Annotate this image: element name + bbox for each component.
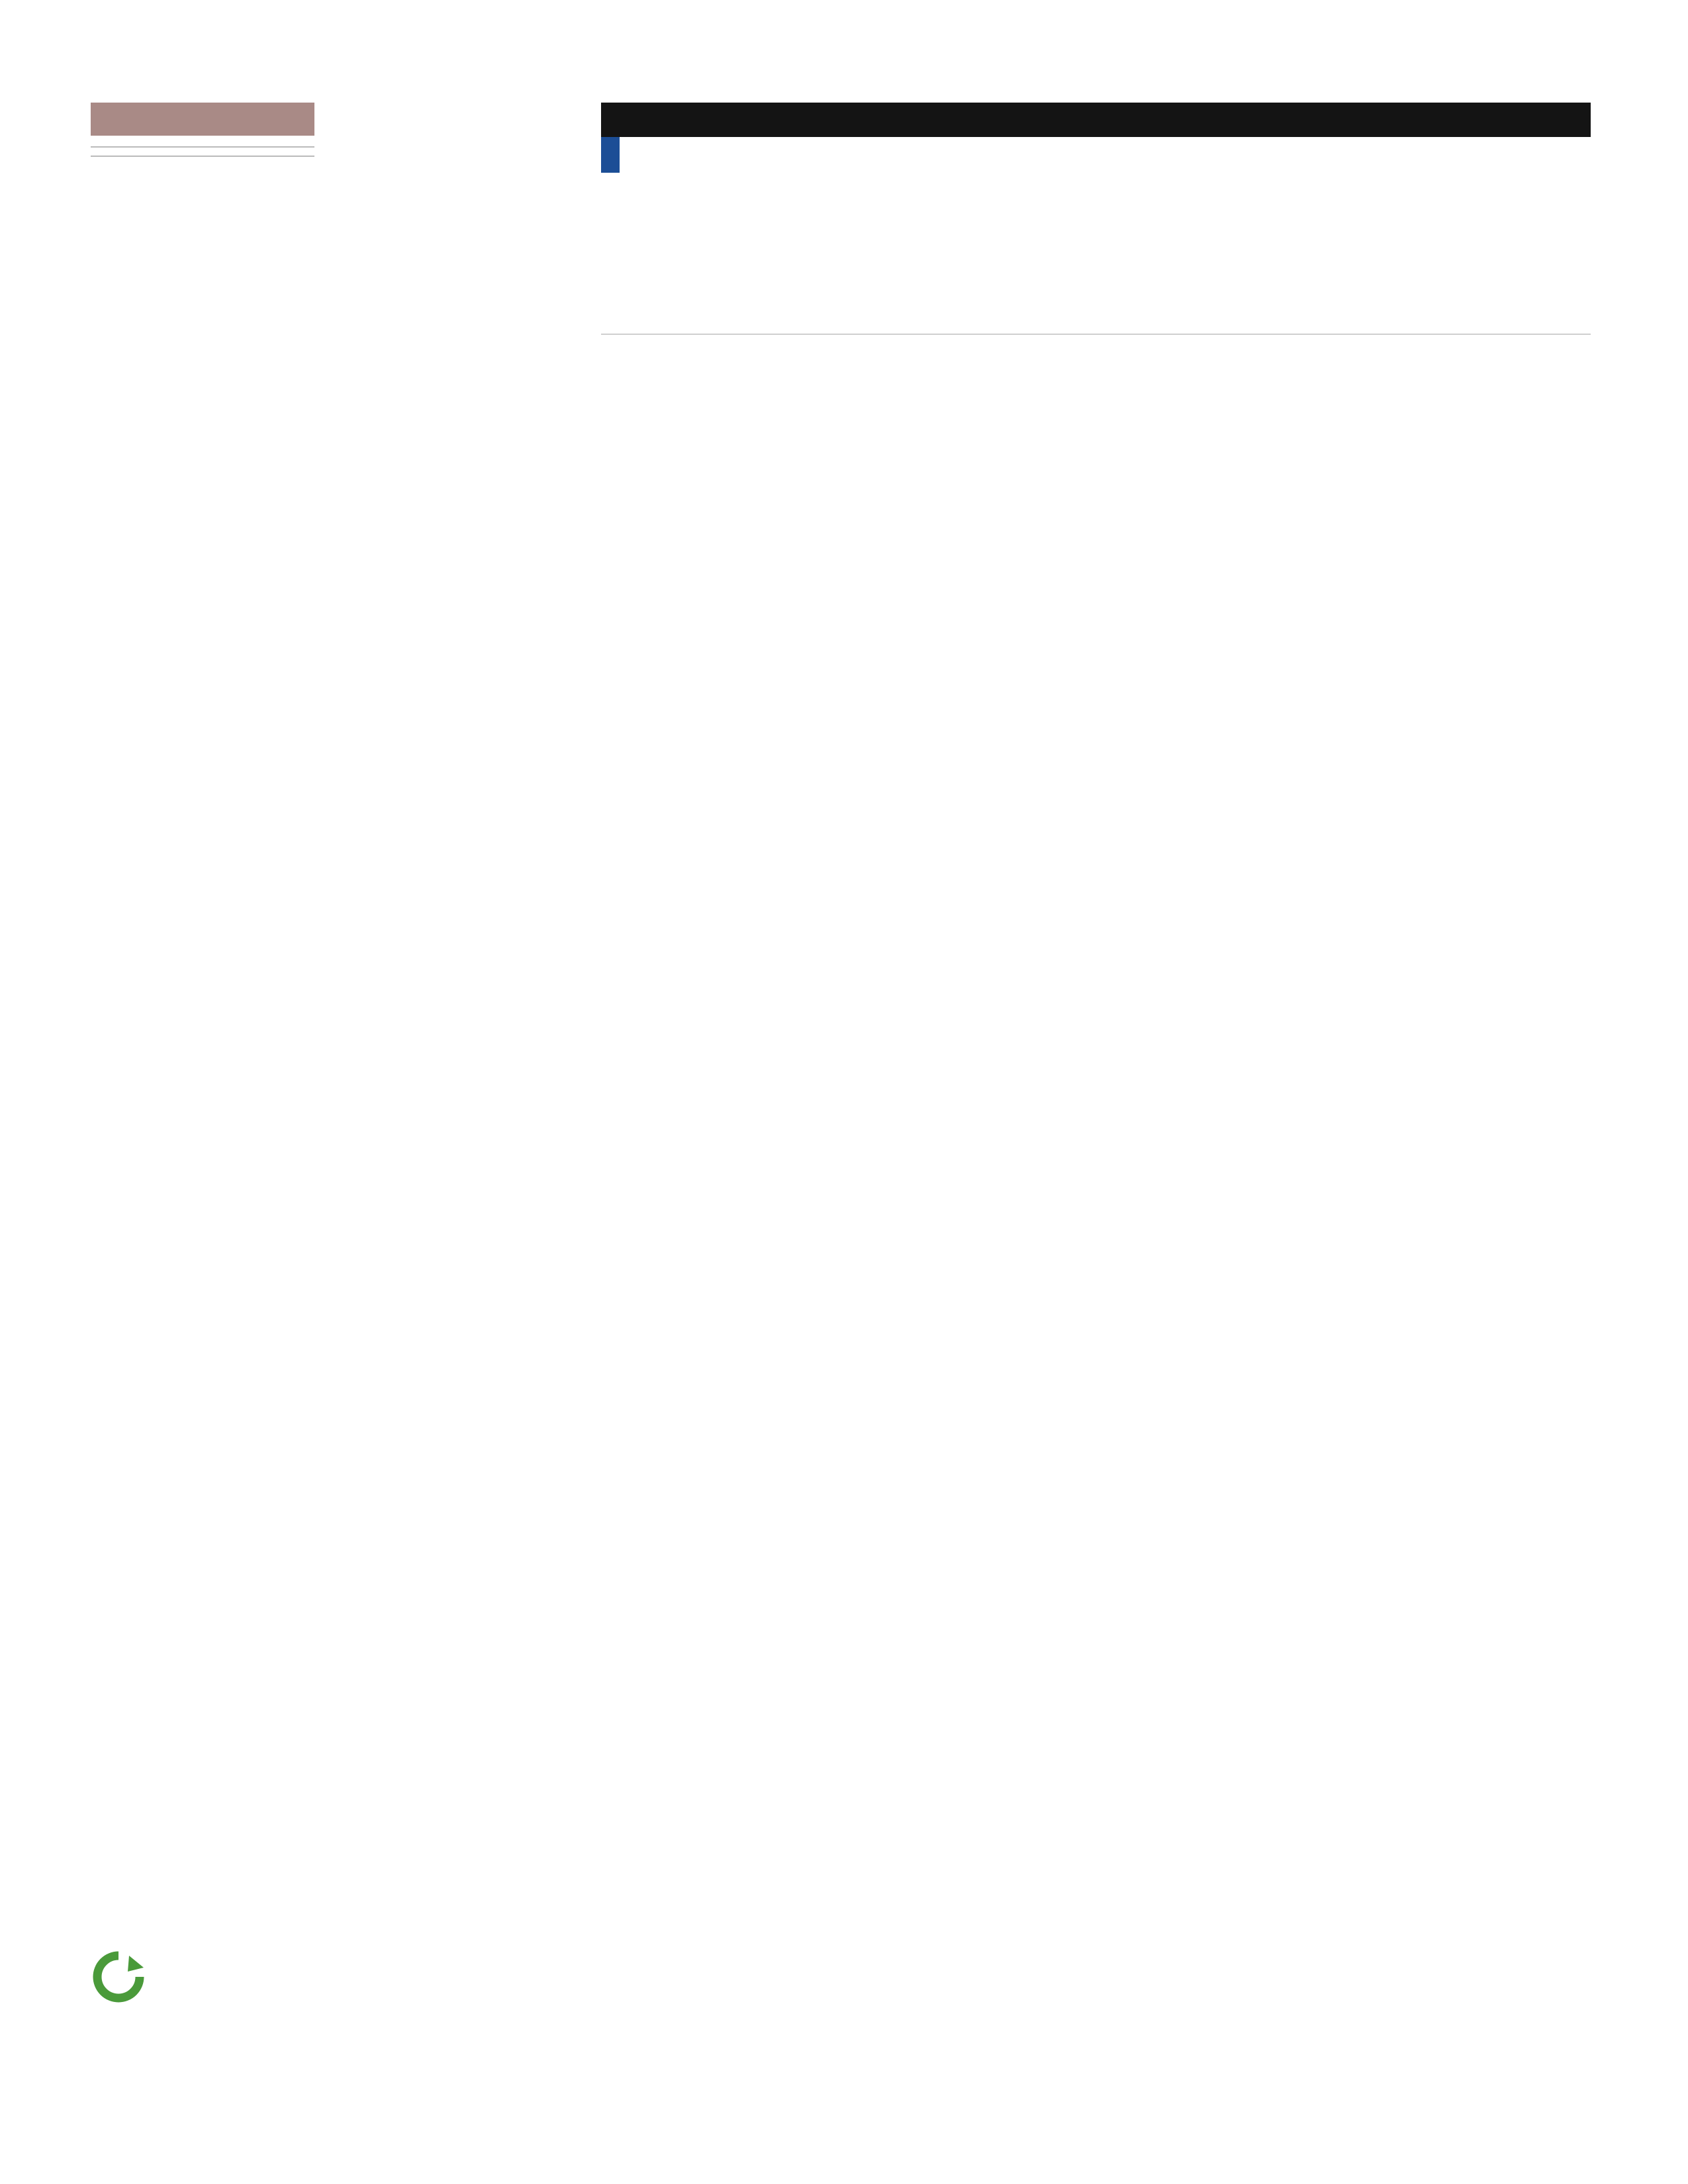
recycle-icon — [91, 1949, 146, 2005]
staff-list — [91, 148, 314, 150]
recycle-notice — [91, 1949, 329, 2022]
masthead-sidebar — [91, 103, 314, 161]
top-black-bar — [601, 103, 1591, 137]
publisher-name — [91, 136, 314, 148]
masthead-color-bar — [91, 103, 314, 136]
web-staff-list — [91, 156, 314, 161]
headline-rule — [601, 334, 1591, 335]
section-label — [601, 137, 620, 173]
